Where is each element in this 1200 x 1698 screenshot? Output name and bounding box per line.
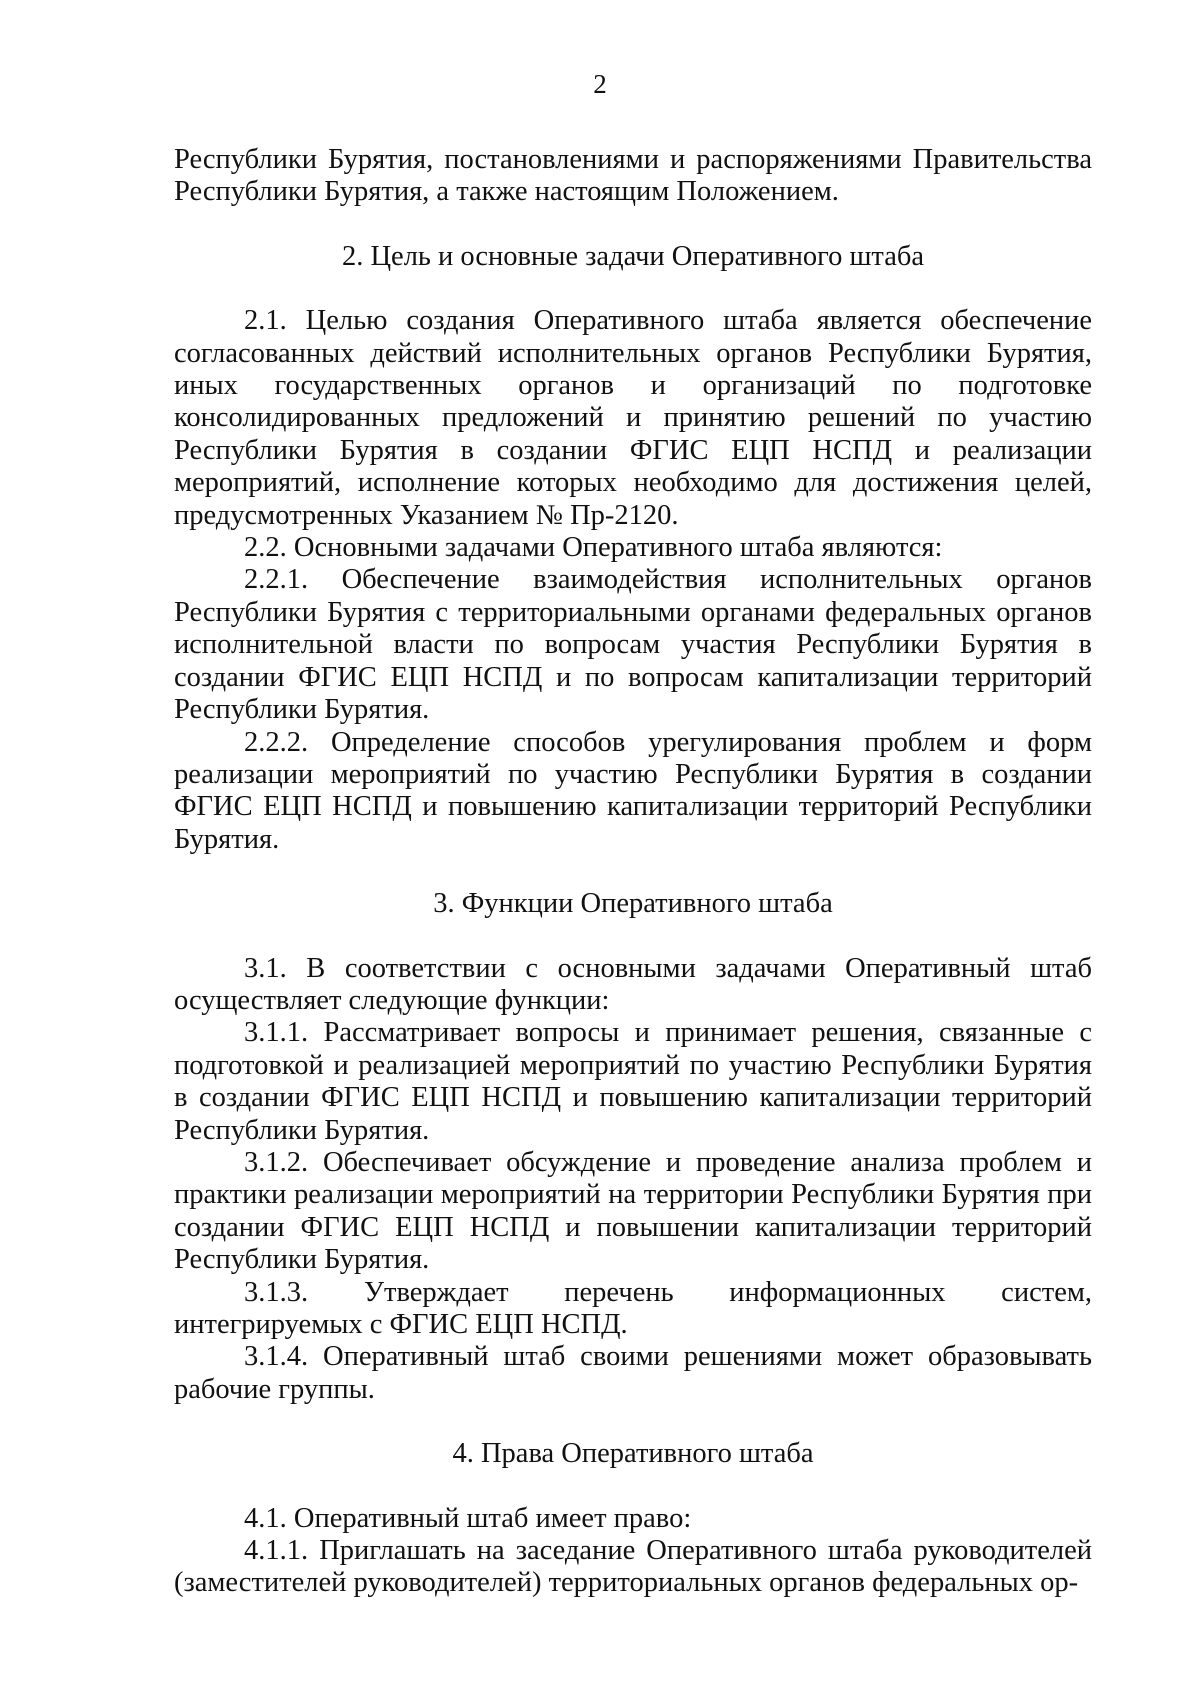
paragraph-2-2-1: 2.2.1. Обеспечение взаимодействия исполнительных органов Республики Бурятия с территориальными органами федеральных органов исполнительной власти по вопросам участия Республики Бурятия в создании ФГИС ЕЦП НСПД и по вопросам капитализации территорий Республики Бурятия. [174,564,1092,726]
paragraph-3-1-4: 3.1.4. Оперативный штаб своими решениями может образовывать рабочие группы. [174,1341,1092,1405]
paragraph-3-1: 3.1. В соответствии с основными задачами Оперативный штаб осуществляет следующие функции: [174,952,1092,1016]
section-3-heading: 3. Функции Оперативного штаба [433,888,833,920]
paragraph-3-1-3: 3.1.3. Утверждает перечень информационных систем, интегрируемых с ФГИС ЕЦП НСПД. [174,1276,1092,1340]
section-4-heading: 4. Права Оперативного штаба [452,1438,814,1470]
paragraph-2-2-2: 2.2.2. Определение способов урегулирования проблем и форм реализации мероприятий по участию Республики Бурятия в создании ФГИС ЕЦП НСПД и повышению капитализации территорий Республики Бурятия. [174,726,1092,855]
paragraph-3-1-2: 3.1.2. Обеспечивает обсуждение и проведение анализа проблем и практики реализации мероприятий на территории Республики Бурятия при создании ФГИС ЕЦП НСПД и повышении капитализации территорий Республики Бурятия. [174,1146,1092,1276]
paragraph-3-1-1: 3.1.1. Рассматривает вопросы и принимает решения, связанные с подготовкой и реализацией мероприятий по участию Республики Бурятия в создании ФГИС ЕЦП НСПД и повышению капитализации территорий Республики Бурятия. [174,1017,1092,1146]
section-2-heading: 2. Цель и основные задачи Оперативного штаба [341,240,925,272]
paragraph-4-1-1: 4.1.1. Приглашать на заседание Оперативного штаба руководителей (заместителей руководителей) территориальных органов федеральных ор- [174,1535,1092,1599]
paragraph-2-2: 2.2. Основными задачами Оперативного штаба являются: [244,532,943,564]
document-body [174,144,1092,1600]
intro-paragraph: Республики Бурятия, постановлениями и распоряжениями Правительства Республики Бурятия, а также настоящим Положением. [174,144,1092,208]
paragraph-2-1: 2.1. Целью создания Оперативного штаба является обеспечение согласованных действий исполнительных органов Республики Бурятия, иных государственных органов и организаций по подготовке консолидированных предложений и принятию решений по участию Республики Бурятия в создании ФГИС ЕЦП НСПД и реализации мероприятий, исполнение которых необходимо для достижения целей, предусмотренных Указанием № Пр-2120. [174,305,1092,531]
paragraph-4-1: 4.1. Оперативный штаб имеет право: [244,1502,692,1534]
page-number: 2 [593,69,607,99]
